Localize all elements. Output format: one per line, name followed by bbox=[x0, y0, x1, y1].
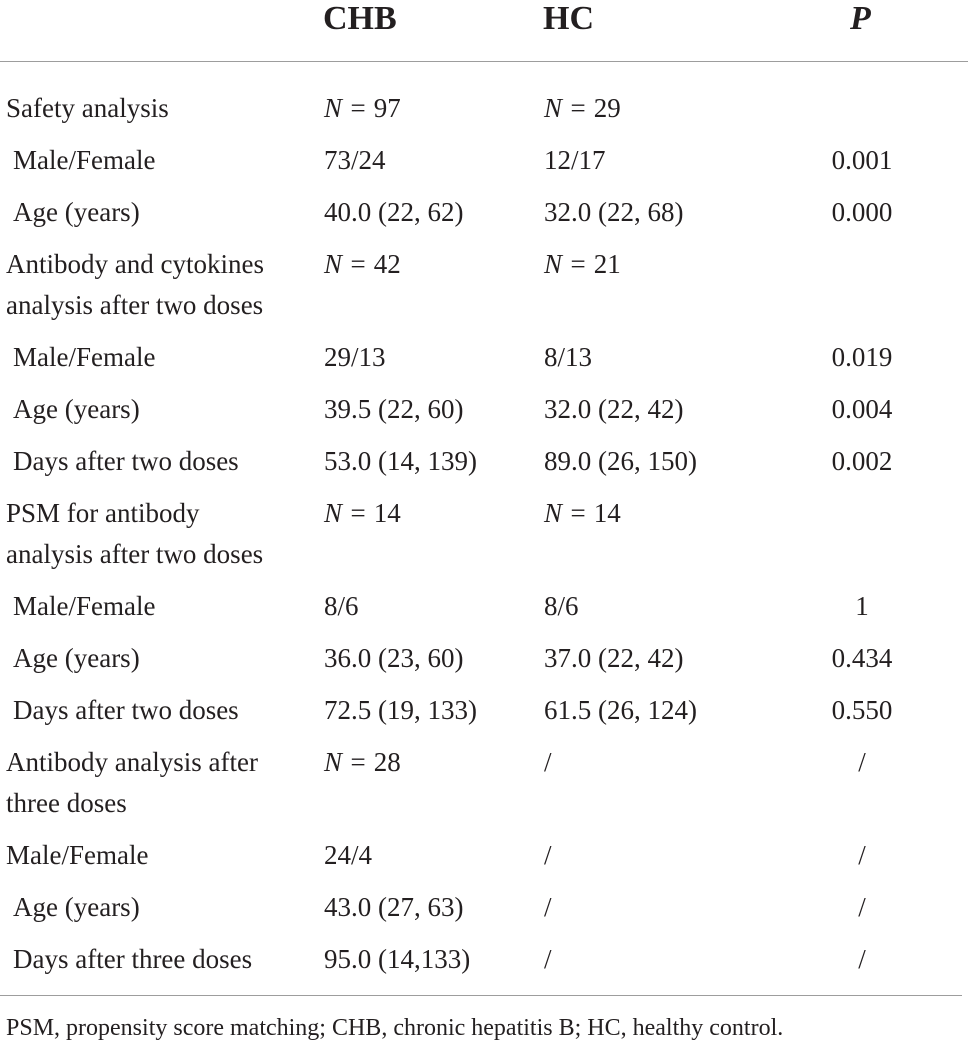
column-header-p: P bbox=[850, 0, 871, 37]
p-value-cell: 1 bbox=[855, 591, 869, 621]
hc-cell: / bbox=[544, 944, 552, 974]
chb-cell bbox=[324, 244, 401, 285]
chb-cell: 72.5 (19, 133) bbox=[324, 695, 477, 725]
hc-cell: / bbox=[544, 892, 552, 922]
table-header bbox=[0, 0, 968, 62]
hc-cell: 61.5 (26, 124) bbox=[544, 695, 697, 725]
table-row bbox=[0, 631, 968, 683]
chb-cell: 36.0 (23, 60) bbox=[324, 643, 464, 673]
n-label: N = bbox=[324, 249, 374, 279]
row-label: Age (years) bbox=[13, 394, 140, 424]
footer-divider bbox=[0, 995, 962, 996]
hc-cell: 12/17 bbox=[544, 145, 606, 175]
chb-cell: 73/24 bbox=[324, 145, 386, 175]
hc-cell bbox=[544, 493, 621, 534]
n-label: N = bbox=[544, 498, 594, 528]
chb-cell bbox=[324, 88, 401, 129]
chb-cell: 39.5 (22, 60) bbox=[324, 394, 464, 424]
n-value: 21 bbox=[593, 249, 621, 279]
row-label: Days after two doses bbox=[13, 695, 239, 725]
p-value-cell: 0.434 bbox=[831, 643, 893, 673]
table-row bbox=[0, 579, 968, 631]
p-value-cell: 0.000 bbox=[831, 197, 893, 227]
table-row bbox=[0, 486, 968, 579]
n-value: 28 bbox=[373, 747, 401, 777]
table-row bbox=[0, 133, 968, 185]
row-label: PSM for antibody analysis after two doses bbox=[6, 498, 264, 569]
table-row bbox=[0, 932, 968, 984]
table-row bbox=[0, 330, 968, 382]
hc-cell: / bbox=[544, 747, 552, 777]
row-label: Safety analysis bbox=[6, 93, 169, 123]
n-label: N = bbox=[324, 747, 374, 777]
n-label: N = bbox=[544, 93, 594, 123]
table-row bbox=[0, 81, 968, 133]
table-row bbox=[0, 382, 968, 434]
chb-cell: 29/13 bbox=[324, 342, 386, 372]
row-label: Age (years) bbox=[13, 197, 140, 227]
row-label: Antibody analysis after three doses bbox=[6, 747, 258, 818]
n-value: 29 bbox=[593, 93, 621, 123]
chb-cell: 24/4 bbox=[324, 840, 373, 870]
n-label: N = bbox=[544, 249, 594, 279]
p-value-cell: / bbox=[858, 747, 866, 777]
p-value-cell: / bbox=[858, 840, 866, 870]
chb-cell bbox=[324, 742, 401, 783]
table-row bbox=[0, 237, 968, 330]
hc-cell: 8/6 bbox=[544, 591, 579, 621]
chb-cell: 8/6 bbox=[324, 591, 359, 621]
p-value-cell: / bbox=[858, 892, 866, 922]
row-label: Male/Female bbox=[6, 840, 149, 870]
table-row bbox=[0, 185, 968, 237]
hc-cell: 89.0 (26, 150) bbox=[544, 446, 697, 476]
chb-cell bbox=[324, 493, 401, 534]
row-label: Male/Female bbox=[13, 591, 156, 621]
table-row bbox=[0, 735, 968, 828]
column-header-hc: HC bbox=[543, 0, 594, 37]
chb-cell: 95.0 (14,133) bbox=[324, 944, 471, 974]
column-header-chb: CHB bbox=[323, 0, 397, 37]
p-value-cell: 0.019 bbox=[831, 342, 893, 372]
row-label: Age (years) bbox=[13, 643, 140, 673]
chb-cell: 40.0 (22, 62) bbox=[324, 197, 464, 227]
table-row bbox=[0, 434, 968, 486]
n-label: N = bbox=[324, 93, 374, 123]
p-value-cell: 0.550 bbox=[831, 695, 893, 725]
table-row bbox=[0, 683, 968, 735]
hc-cell bbox=[544, 88, 621, 129]
chb-cell: 53.0 (14, 139) bbox=[324, 446, 477, 476]
hc-cell: 32.0 (22, 42) bbox=[544, 394, 684, 424]
hc-cell: 32.0 (22, 68) bbox=[544, 197, 684, 227]
n-value: 14 bbox=[593, 498, 621, 528]
hc-cell: 8/13 bbox=[544, 342, 593, 372]
n-value: 14 bbox=[373, 498, 401, 528]
p-value-cell: 0.002 bbox=[831, 446, 893, 476]
row-label: Male/Female bbox=[13, 145, 156, 175]
table-row bbox=[0, 828, 968, 880]
p-value-cell: 0.001 bbox=[831, 145, 893, 175]
table-row bbox=[0, 880, 968, 932]
hc-cell: 37.0 (22, 42) bbox=[544, 643, 684, 673]
row-label: Male/Female bbox=[13, 342, 156, 372]
row-label: Age (years) bbox=[13, 892, 140, 922]
table-footnote: PSM, propensity score matching; CHB, chronic hepatitis B; HC, healthy control. bbox=[6, 1015, 784, 1041]
n-value: 97 bbox=[373, 93, 401, 123]
chb-cell: 43.0 (27, 63) bbox=[324, 892, 464, 922]
n-value: 42 bbox=[373, 249, 401, 279]
n-label: N = bbox=[324, 498, 374, 528]
row-label: Antibody and cytokines analysis after two doses bbox=[6, 249, 264, 320]
row-label: Days after two doses bbox=[13, 446, 239, 476]
p-value-cell: / bbox=[858, 944, 866, 974]
hc-cell: / bbox=[544, 840, 552, 870]
row-label: Days after three doses bbox=[13, 944, 253, 974]
p-value-cell: 0.004 bbox=[831, 394, 893, 424]
hc-cell bbox=[544, 244, 621, 285]
table-body bbox=[0, 81, 968, 984]
